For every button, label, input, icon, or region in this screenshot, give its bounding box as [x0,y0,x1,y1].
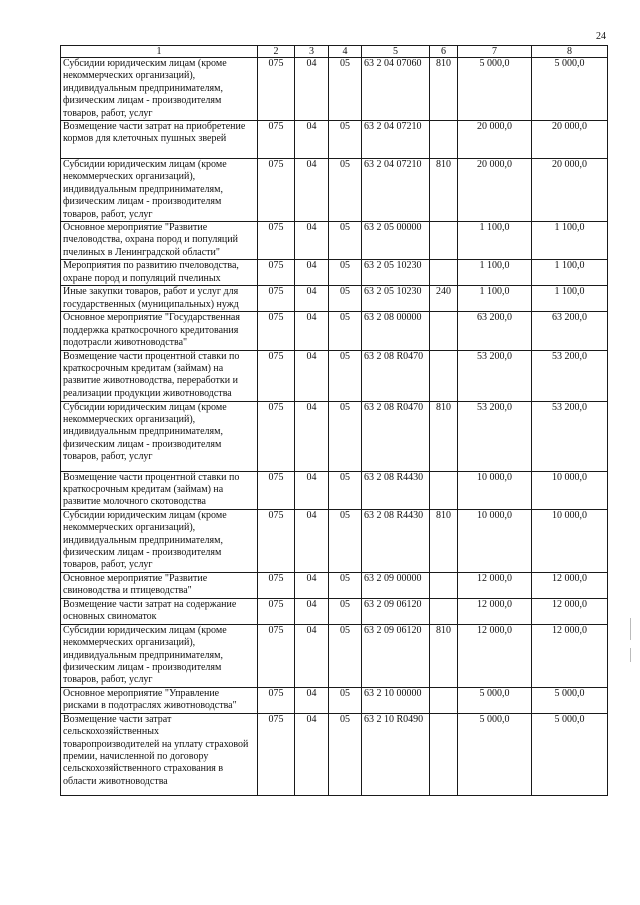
row-amount-8: 1 100,0 [532,222,608,260]
row-rz: 04 [295,401,329,471]
row-amount-8: 1 100,0 [532,260,608,286]
row-ved: 075 [258,350,295,401]
row-amount-7: 5 000,0 [458,713,532,795]
table-row [61,260,608,286]
row-csr: 63 2 04 07210 [362,121,430,159]
row-ved: 075 [258,572,295,598]
row-pr: 05 [329,159,362,222]
table-row [61,598,608,624]
row-vr [430,312,458,350]
row-rz: 04 [295,58,329,121]
row-rz: 04 [295,687,329,713]
row-name: Субсидии юридическим лицам (кроме некоммерческих организаций), индивидуальным предпринимателям, физическим лицам - производителям товаров, работ, услуг [61,509,258,572]
row-ved: 075 [258,713,295,795]
row-rz: 04 [295,624,329,687]
row-rz: 04 [295,260,329,286]
row-rz: 04 [295,312,329,350]
row-amount-7: 12 000,0 [458,598,532,624]
table-row [61,509,608,572]
row-ved: 075 [258,598,295,624]
row-vr: 810 [430,509,458,572]
row-vr: 810 [430,159,458,222]
row-name: Основное мероприятие "Управление рисками в подотраслях животноводства" [61,687,258,713]
table-row [61,312,608,350]
row-vr [430,222,458,260]
row-amount-8: 5 000,0 [532,713,608,795]
row-pr: 05 [329,598,362,624]
row-amount-7: 53 200,0 [458,350,532,401]
scan-edge-mark [630,648,631,662]
page-number: 24 [596,31,606,42]
row-ved: 075 [258,471,295,509]
row-csr: 63 2 08 R0470 [362,401,430,471]
row-csr: 63 2 08 R0470 [362,350,430,401]
row-name: Субсидии юридическим лицам (кроме некоммерческих организаций), индивидуальным предпринимателям, физическим лицам - производителям товаров, работ, услуг [61,58,258,121]
row-rz: 04 [295,598,329,624]
row-amount-8: 12 000,0 [532,572,608,598]
row-name: Субсидии юридическим лицам (кроме некоммерческих организаций), индивидуальным предпринимателям, физическим лицам - производителям товаров, работ, услуг [61,624,258,687]
row-amount-8: 63 200,0 [532,312,608,350]
row-amount-8: 10 000,0 [532,471,608,509]
header-col-5: 5 [362,46,430,58]
row-vr [430,350,458,401]
row-csr: 63 2 09 00000 [362,572,430,598]
scan-edge-mark [630,618,631,640]
header-col-1: 1 [61,46,258,58]
table-row [61,159,608,222]
row-pr: 05 [329,260,362,286]
row-amount-8: 1 100,0 [532,286,608,312]
row-ved: 075 [258,286,295,312]
row-pr: 05 [329,121,362,159]
row-name: Возмещение части затрат сельскохозяйственных товаропроизводителей на уплату страховой премии, начисленной по договору сельскохозяйственного страхования в области животноводства [61,713,258,795]
row-csr: 63 2 10 00000 [362,687,430,713]
row-name: Возмещение части процентной ставки по краткосрочным кредитам (займам) на развитие молочного скотоводства [61,471,258,509]
row-amount-7: 12 000,0 [458,624,532,687]
row-ved: 075 [258,624,295,687]
row-csr: 63 2 08 R4430 [362,471,430,509]
row-amount-7: 10 000,0 [458,471,532,509]
row-csr: 63 2 04 07060 [362,58,430,121]
row-vr [430,687,458,713]
table-row [61,222,608,260]
row-amount-7: 20 000,0 [458,121,532,159]
row-rz: 04 [295,572,329,598]
row-pr: 05 [329,624,362,687]
row-vr: 240 [430,286,458,312]
table-row [61,713,608,795]
row-pr: 05 [329,350,362,401]
row-amount-8: 20 000,0 [532,159,608,222]
row-rz: 04 [295,350,329,401]
row-ved: 075 [258,58,295,121]
row-name: Возмещение части затрат на приобретение кормов для клеточных пушных зверей [61,121,258,159]
row-amount-7: 10 000,0 [458,509,532,572]
row-vr [430,713,458,795]
row-amount-7: 20 000,0 [458,159,532,222]
table-row [61,624,608,687]
row-amount-8: 5 000,0 [532,687,608,713]
row-amount-8: 12 000,0 [532,598,608,624]
row-pr: 05 [329,58,362,121]
row-csr: 63 2 10 R0490 [362,713,430,795]
row-pr: 05 [329,401,362,471]
row-amount-7: 1 100,0 [458,286,532,312]
row-ved: 075 [258,312,295,350]
row-ved: 075 [258,260,295,286]
row-pr: 05 [329,687,362,713]
row-amount-8: 12 000,0 [532,624,608,687]
row-ved: 075 [258,159,295,222]
row-vr [430,471,458,509]
row-pr: 05 [329,312,362,350]
table-row [61,350,608,401]
row-pr: 05 [329,471,362,509]
row-rz: 04 [295,121,329,159]
header-col-6: 6 [430,46,458,58]
table-row [61,687,608,713]
table-row [61,286,608,312]
table-row [61,121,608,159]
row-amount-7: 63 200,0 [458,312,532,350]
row-ved: 075 [258,121,295,159]
row-vr [430,572,458,598]
row-amount-7: 53 200,0 [458,401,532,471]
row-amount-8: 53 200,0 [532,350,608,401]
row-rz: 04 [295,286,329,312]
row-ved: 075 [258,509,295,572]
row-vr [430,260,458,286]
row-csr: 63 2 04 07210 [362,159,430,222]
budget-table [60,45,608,796]
row-rz: 04 [295,509,329,572]
table-row [61,572,608,598]
row-amount-8: 10 000,0 [532,509,608,572]
row-name: Возмещение части затрат на содержание основных свиноматок [61,598,258,624]
row-vr: 810 [430,624,458,687]
row-rz: 04 [295,471,329,509]
row-name: Основное мероприятие "Развитие свиноводства и птицеводства" [61,572,258,598]
table-row [61,471,608,509]
header-col-7: 7 [458,46,532,58]
row-csr: 63 2 08 00000 [362,312,430,350]
row-name: Иные закупки товаров, работ и услуг для государственных (муниципальных) нужд [61,286,258,312]
row-rz: 04 [295,159,329,222]
header-row [61,46,608,58]
row-vr [430,121,458,159]
header-col-4: 4 [329,46,362,58]
row-amount-7: 1 100,0 [458,222,532,260]
row-amount-8: 53 200,0 [532,401,608,471]
row-pr: 05 [329,572,362,598]
row-pr: 05 [329,286,362,312]
header-col-8: 8 [532,46,608,58]
row-rz: 04 [295,222,329,260]
row-ved: 075 [258,222,295,260]
row-pr: 05 [329,509,362,572]
row-amount-7: 5 000,0 [458,58,532,121]
row-name: Субсидии юридическим лицам (кроме некоммерческих организаций), индивидуальным предпринимателям, физическим лицам - производителям товаров, работ, услуг [61,401,258,471]
row-name: Основное мероприятие "Развитие пчеловодства, охрана пород и популяций пчелиных в Ленинградской области" [61,222,258,260]
row-csr: 63 2 09 06120 [362,598,430,624]
row-amount-7: 12 000,0 [458,572,532,598]
table-row [61,58,608,121]
row-amount-7: 5 000,0 [458,687,532,713]
row-amount-8: 20 000,0 [532,121,608,159]
row-ved: 075 [258,687,295,713]
header-col-2: 2 [258,46,295,58]
row-name: Возмещение части процентной ставки по краткосрочным кредитам (займам) на развитие животноводства, переработки и реализации продукции животноводства [61,350,258,401]
row-pr: 05 [329,713,362,795]
row-name: Основное мероприятие "Государственная поддержка краткосрочного кредитования подотрасли животноводства" [61,312,258,350]
row-name: Мероприятия по развитию пчеловодства, охране пород и популяций пчелиных [61,260,258,286]
header-col-3: 3 [295,46,329,58]
table-row [61,401,608,471]
row-pr: 05 [329,222,362,260]
row-csr: 63 2 08 R4430 [362,509,430,572]
row-csr: 63 2 09 06120 [362,624,430,687]
row-vr: 810 [430,401,458,471]
row-name: Субсидии юридическим лицам (кроме некоммерческих организаций), индивидуальным предпринимателям, физическим лицам - производителям товаров, работ, услуг [61,159,258,222]
row-csr: 63 2 05 10230 [362,260,430,286]
row-ved: 075 [258,401,295,471]
row-csr: 63 2 05 10230 [362,286,430,312]
row-amount-7: 1 100,0 [458,260,532,286]
row-csr: 63 2 05 00000 [362,222,430,260]
row-vr: 810 [430,58,458,121]
row-amount-8: 5 000,0 [532,58,608,121]
row-vr [430,598,458,624]
row-rz: 04 [295,713,329,795]
